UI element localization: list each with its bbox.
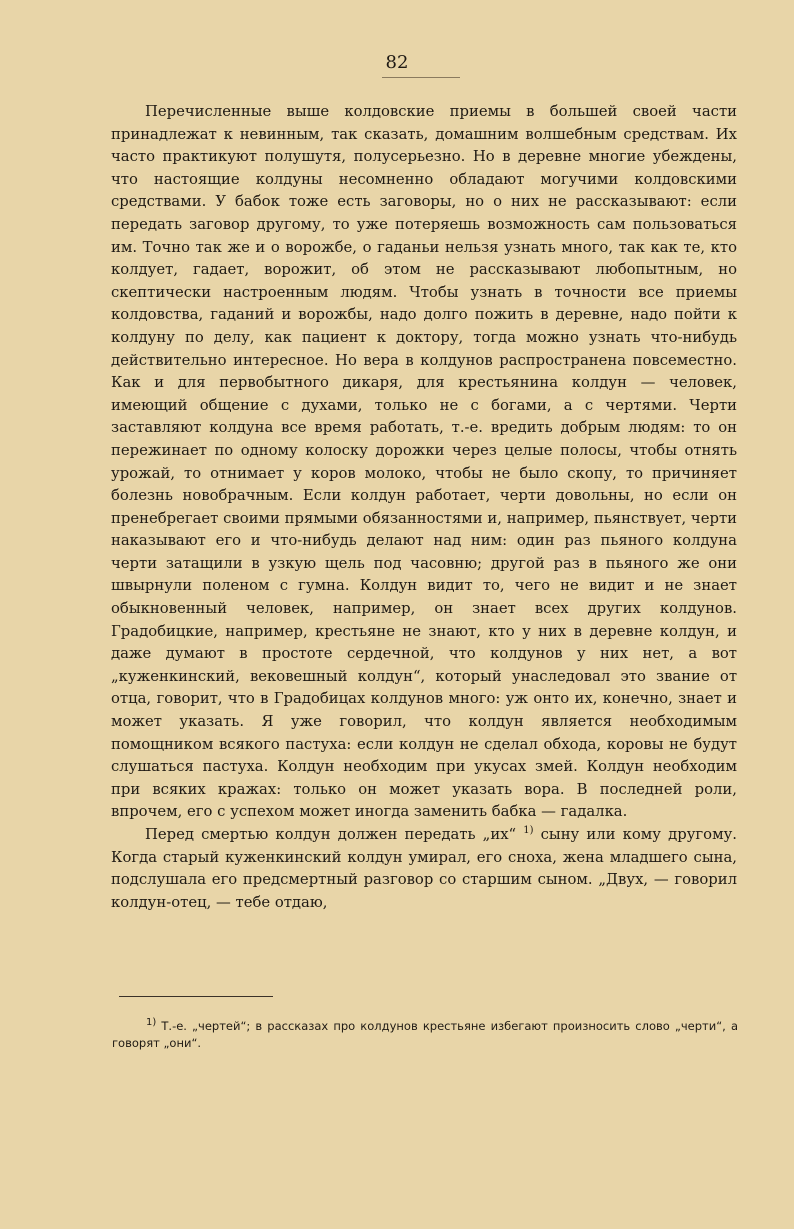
page-number: 82 [385,52,409,73]
body-text [111,101,737,914]
paragraph-2-end: сыну или кому другому. Когда старый куженкинский колдун умирал, его сноха, жена младшего сына, подслушала его предсмертный разговор со старшим сыном. „Двух, — говорил колдун-отец, — тебе отдаю, [111,826,737,911]
paragraph-2 [111,824,737,914]
footnote-rule [119,996,273,997]
paragraph-1: Перечисленные выше колдовские приемы в большей своей части принадлежат к невинным, так сказать, домашним волшебным средствам. Их часто практикуют полушутя, полусерьезно. Но в деревне многие убеждены, что настоящие колдуны несомненно обладают могучими колдовскими средствами. У бабок тоже есть заговоры, но о них не рассказывают: если передать заговор другому, то уже потеряешь возможность сам пользоваться им. Точно так же и о ворожбе, о гаданьи нельзя узнать много, так как те, кто колдует, гадает, ворожит, об этом не рассказывают любопытным, но скептически настроенным людям. Чтобы узнать в точности все приемы колдовства, гаданий и ворожбы, надо долго пожить в деревне, надо пойти к колдуну по делу, как пациент к доктору, тогда можно узнать что-нибудь действительно интересное. Но вера в колдунов распространена повсеместно. Как и для первобытного дикаря, для крестьянина колдун — человек, имеющий общение с духами, только не с богами, а с чертями. Черти заставляют колдуна все время работать, т.-е. вредить добрым людям: то он пережинает по одному колоску дорожки через целые полосы, чтобы отнять урожай, то отнимает у коров молоко, чтобы не было скопу, то причиняет болезнь новобрачным. Если колдун работает, черти довольны, но если он пренебрегает своими прямыми обязанностями и, например, пьянствует, черти наказывают его и что-нибудь делают над ним: один раз пьяного колдуна черти затащили в узкую щель под часовню; другой раз в пьяного же они швырнули поленом с гумна. Колдун видит то, чего не видит и не знает обыкновенный человек, например, он знает всех других колдунов. Градобицкие, например, крестьяне не знают, кто у них в деревне колдун, и даже думают в простоте сердечной, что колдунов у них нет, а вот „куженкинский, вековешный колдун“, который унаследовал это звание от отца, говорит, что в Градобицах колдунов много: уж онто их, конечно, знает и может указать. Я уже говорил, что колдун является необходимым помощником всякого пастуха: если колдун не сделал обхода, коровы не будут слушаться пастуха. Колдун необходим при укусах змей. Колдун необходим при всяких кражах: только он может указать вора. В последней роли, впрочем, его с успехом может иногда заменить бабка — гадалка. [111,103,737,821]
footnote-text: Т.-е. „чертей“; в рассказах про колдунов крестьяне избегают произносить слово „черти“, а говорят „они“. [112,1019,739,1050]
footnote [112,1018,738,1052]
paragraph-2-start: Перед смертью колдун должен передать „их“ [145,826,517,843]
footnote-reference: 1) [523,825,534,837]
footnote-marker: 1) [146,1017,157,1029]
header-rule [382,77,460,78]
